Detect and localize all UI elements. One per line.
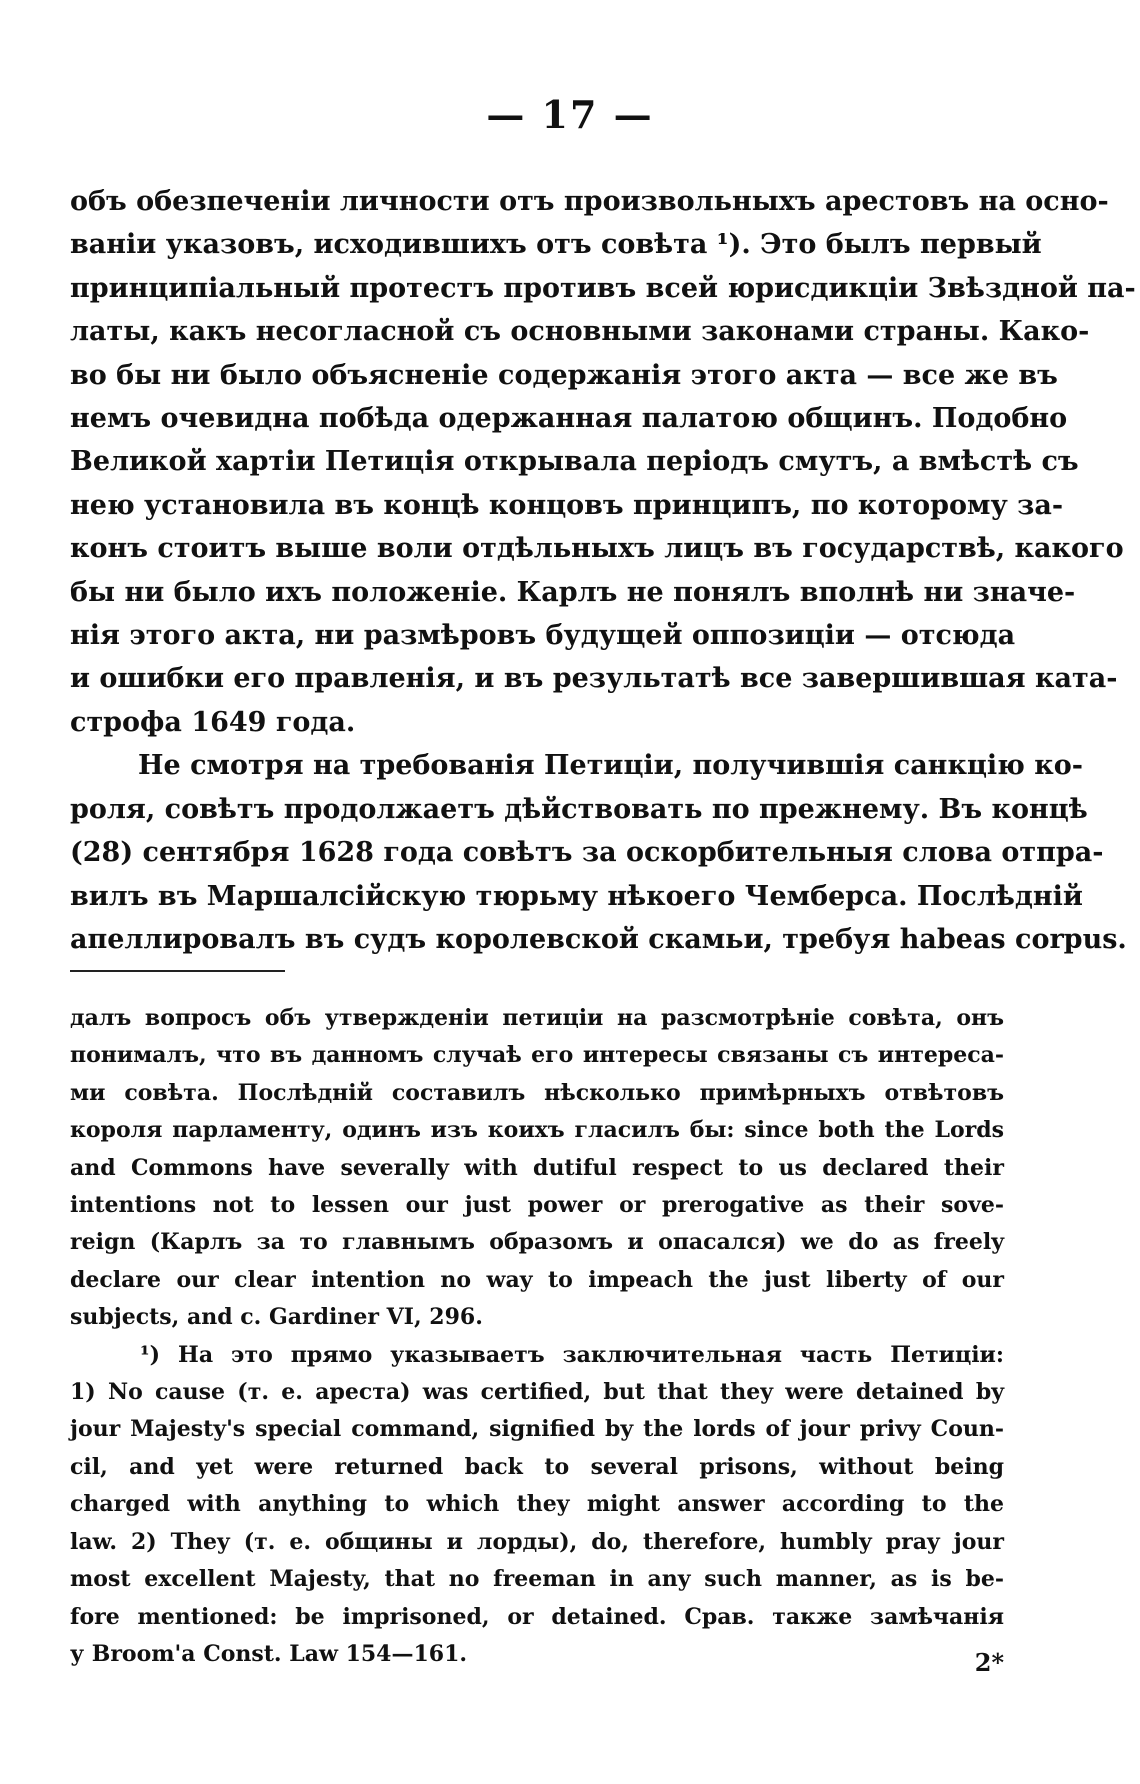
text-line: строфа 1649 года. xyxy=(70,706,356,738)
paragraph-start-line: Не смотря на требованія Петиціи, получившія санкцію ко- xyxy=(138,750,1083,782)
text-line: (28) сентября 1628 года совѣтъ за оскорбительныя слова отпра- xyxy=(70,837,1104,869)
footnote-line: reign (Карлъ за то главнымъ образомъ и опасался) we do as freely xyxy=(70,1229,1004,1256)
footnote-line: ми совѣта. Послѣдній составилъ нѣсколько примѣрныхъ отвѣтовъ xyxy=(70,1079,1004,1106)
footnote-line: law. 2) They (т. е. общины и лорды), do, therefore, humbly pray jour xyxy=(70,1528,1004,1555)
text-line: ваніи указовъ, исходившихъ отъ совѣта ¹). Это былъ первый xyxy=(70,229,1042,261)
footnote-divider xyxy=(70,970,285,972)
text-line: и ошибки его правленія, и въ результатѣ все завершившая ката- xyxy=(70,663,1118,695)
footnotes-block xyxy=(70,1000,1004,1673)
text-line: конъ стоитъ выше воли отдѣльныхъ лицъ въ государствѣ, какого xyxy=(70,533,1124,565)
footnote-line: charged with anything to which they might answer according to the xyxy=(70,1491,1004,1518)
text-line: нія этого акта, ни размѣровъ будущей оппозиціи — отсюда xyxy=(70,620,1016,652)
footnote-line: and Commons have severally with dutiful respect to us declared their xyxy=(70,1154,1004,1181)
text-line: немъ очевидна побѣда одержанная палатою общинъ. Подобно xyxy=(70,403,1068,435)
footnote-line: most excellent Majesty, that no freeman in any such manner, as is be- xyxy=(70,1566,1004,1593)
footnote-line: понималъ, что въ данномъ случаѣ его интересы связаны съ интереса- xyxy=(70,1042,1004,1069)
signature-mark: 2* xyxy=(974,1648,1004,1677)
footnote-line: короля парламенту, одинъ изъ коихъ гласилъ бы: since both the Lords xyxy=(70,1117,1004,1144)
footnote-line: cil, and yet were returned back to several prisons, without being xyxy=(70,1453,1004,1480)
text-line: латы, какъ несогласной съ основными законами страны. Како- xyxy=(70,316,1090,348)
text-line: Великой хартіи Петиція открывала періодъ смутъ, а вмѣстѣ съ xyxy=(70,446,1079,478)
footnote-line: у Broom'a Const. Law 154—161. xyxy=(70,1640,468,1667)
footnote-line: далъ вопросъ объ утвержденіи петиціи на разсмотрѣніе совѣта, онъ xyxy=(70,1005,1004,1031)
footnote-line: fore mentioned: be imprisoned, or detained. Срав. также замѣчанія xyxy=(70,1603,1004,1630)
footnote-line: declare our clear intention no way to impeach the just liberty of our xyxy=(70,1266,1004,1293)
text-line: бы ни было ихъ положеніе. Карлъ не понялъ вполнѣ ни значе- xyxy=(70,576,1076,608)
text-line: роля, совѣтъ продолжаетъ дѣйствовать по прежнему. Въ концѣ xyxy=(70,793,1088,825)
footnote-line: 1) No cause (т. е. ареста) was certified, but that they were detained by xyxy=(70,1379,1004,1406)
text-line: принципіальный протестъ противъ всей юрисдикціи Звѣздной па- xyxy=(70,272,1136,304)
text-line: вилъ въ Маршалсійскую тюрьму нѣкоего Чемберса. Послѣдній xyxy=(70,880,1083,912)
text-line: во бы ни было объясненіе содержанія этого акта — все же въ xyxy=(70,359,1058,391)
text-line: апеллировалъ въ судъ королевской скамьи, требуя habeas corpus. xyxy=(70,923,1127,955)
text-line: объ обезпеченіи личности отъ произвольныхъ арестовъ на осно- xyxy=(70,186,1109,217)
text-line: нею установила въ концѣ концовъ принципъ, по которому за- xyxy=(70,489,1064,521)
main-text xyxy=(70,180,1136,961)
footnote-line: jour Majesty's special command, signified by the lords of jour privy Coun- xyxy=(70,1416,1004,1443)
footnote-line: intentions not to lessen our just power or prerogative as their sove- xyxy=(70,1192,1004,1219)
page-number: — 17 — xyxy=(486,92,654,137)
footnote-1-start-line: ¹) На это прямо указываетъ заключительная часть Петиціи: xyxy=(140,1341,1004,1368)
footnote-line: subjects, and c. Gardiner VI, 296. xyxy=(70,1304,483,1331)
